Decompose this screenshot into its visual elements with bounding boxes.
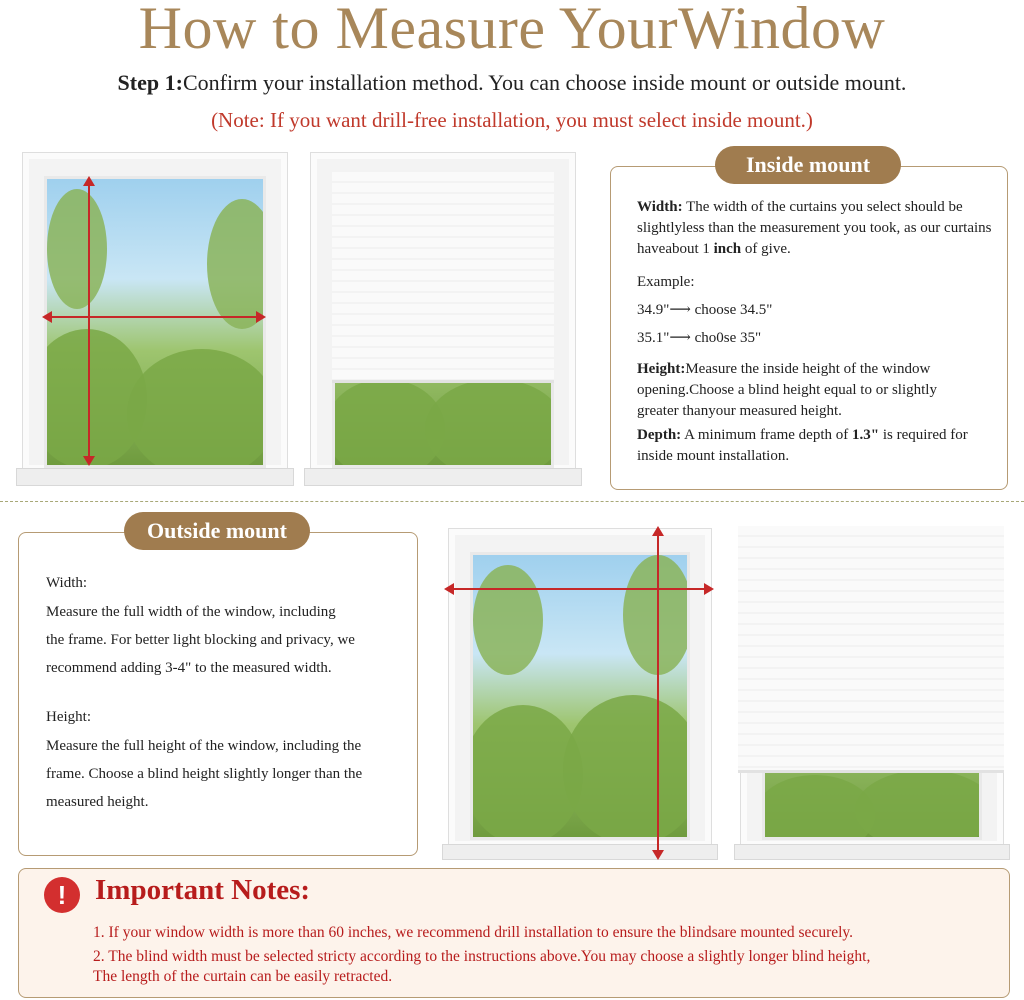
outside-mount-badge: Outside mount	[124, 512, 310, 550]
page-title: How to Measure YourWindow	[138, 0, 886, 61]
outside-width-line-3: recommend adding 3-4" to the measured width.	[46, 660, 332, 676]
outside-height-line-1: Measure the full height of the window, including the	[46, 738, 362, 754]
outside-height-line-2: frame. Choose a blind height slightly longer than the	[46, 766, 363, 782]
step-label: Step 1:	[117, 70, 183, 95]
window-sill	[16, 468, 294, 486]
cellular-shade	[738, 526, 1004, 773]
window-sill	[734, 844, 1010, 860]
section-divider	[0, 501, 1024, 502]
inside-width-text: Width: The width of the curtains you select should be slightlyless than the measurement you took, as our curtains haveabout 1 inch of give.	[637, 199, 992, 257]
exclamation-icon: !	[44, 877, 80, 913]
outside-width-line-2: the frame. For better light blocking and privacy, we	[46, 632, 355, 648]
arrow-right-icon: ⟶	[669, 330, 691, 346]
arrow-head-icon	[704, 583, 714, 595]
example-row-1: 34.9"⟶ choose 34.5"	[637, 302, 773, 318]
arrow-head-icon	[256, 311, 266, 323]
important-notes-title: Important Notes:	[95, 874, 311, 906]
arrow-head-icon	[42, 311, 52, 323]
step-text: Confirm your installation method. You can choose inside mount or outside mount.	[182, 70, 907, 95]
height-arrow	[88, 182, 90, 462]
example-label: Example:	[637, 274, 695, 290]
arrow-right-icon: ⟶	[669, 302, 691, 318]
drill-free-note: (Note: If you want drill-free installation, you must select inside mount.)	[211, 108, 813, 132]
window-glass	[44, 176, 266, 468]
example-row-2: 35.1"⟶ cho0se 35"	[637, 330, 762, 346]
arrow-head-icon	[652, 850, 664, 860]
width-arrow	[50, 316, 256, 318]
important-note-2: 2. The blind width must be selected stricty according to the instructions above.You may choose a slightly longer blind height,	[93, 948, 871, 965]
arrow-head-icon	[83, 176, 95, 186]
window-sill	[442, 844, 718, 860]
cellular-shade	[332, 172, 554, 383]
step-instruction	[0, 70, 1024, 96]
outside-width-label: Width:	[46, 575, 88, 591]
arrow-head-icon	[652, 526, 664, 536]
inside-mount-badge: Inside mount	[715, 146, 901, 184]
window-sill	[304, 468, 582, 486]
width-arrow	[452, 588, 706, 590]
arrow-head-icon	[444, 583, 454, 595]
important-note-2-continued: The length of the curtain can be easily retracted.	[93, 968, 393, 985]
outside-height-line-3: measured height.	[46, 794, 149, 810]
important-note-1: 1. If your window width is more than 60 inches, we recommend drill installation to ensure the blindsare mounted securely.	[93, 924, 854, 941]
outside-width-line-1: Measure the full width of the window, including	[46, 604, 336, 620]
outside-height-label: Height:	[46, 709, 91, 725]
inside-height-text: Height:Measure the inside height of the window opening.Choose a blind height equal to or slightly greater thanyour measured height.	[637, 361, 937, 419]
inside-depth-text: Depth: A minimum frame depth of 1.3" is required for inside mount installation.	[637, 427, 968, 464]
arrow-head-icon	[83, 456, 95, 466]
height-arrow	[657, 532, 659, 854]
